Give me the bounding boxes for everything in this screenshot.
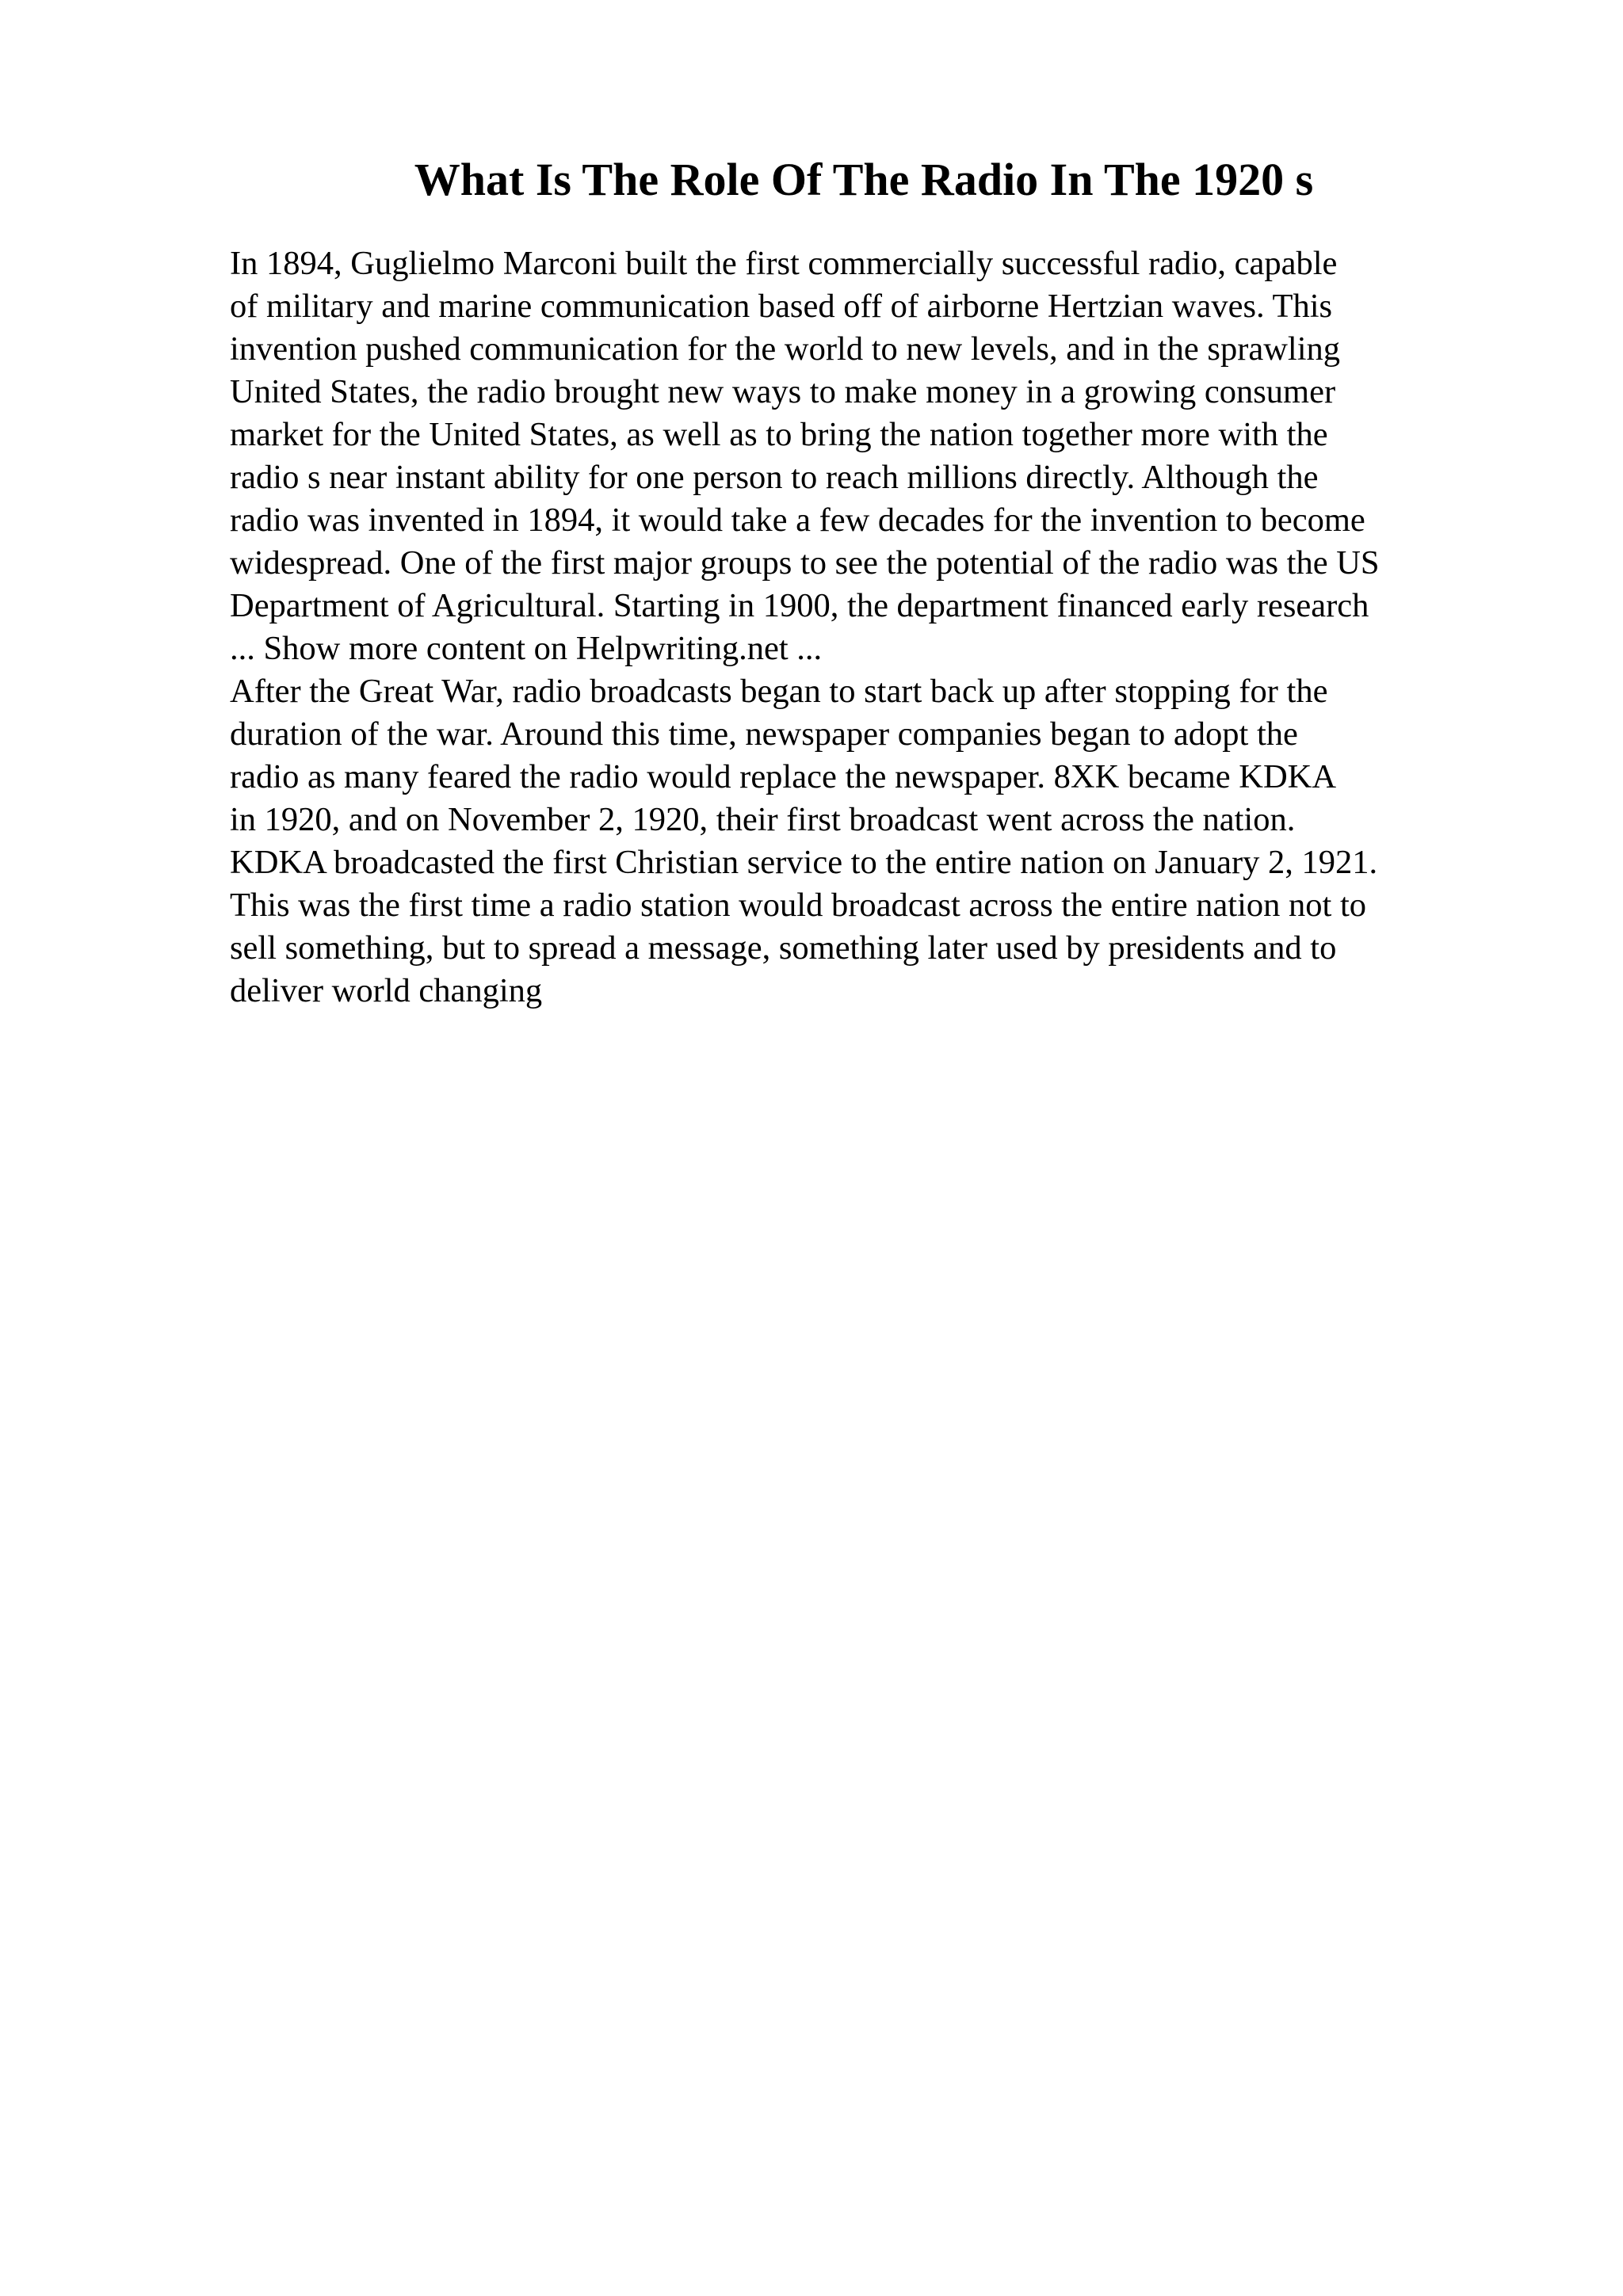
paragraph-1-line: invention pushed communication for the world to new levels, and in the sprawling (230, 330, 1341, 368)
paragraph-1-line: widespread. One of the first major groups to see the potential of the radio was the US (230, 544, 1380, 582)
paragraph-1-line: Department of Agricultural. Starting in 1900, the department financed early research (230, 587, 1369, 624)
paragraph-1-line: United States, the radio brought new ways to make money in a growing consumer (230, 373, 1336, 410)
paragraph-2-line: sell something, but to spread a message, something later used by presidents and to (230, 929, 1337, 967)
paragraph-1-line: In 1894, Guglielmo Marconi built the first commercially successful radio, capable (230, 245, 1338, 282)
document-title: What Is The Role Of The Radio In The 1920 s (414, 154, 1314, 205)
paragraph-2-line: radio as many feared the radio would replace the newspaper. 8XK became KDKA (230, 758, 1337, 795)
paragraph-2-line: KDKA broadcasted the first Christian service to the entire nation on January 2, 1921. (230, 844, 1378, 881)
document-body (230, 242, 1514, 1013)
paragraph-2-line: in 1920, and on November 2, 1920, their first broadcast went across the nation. (230, 801, 1296, 838)
paragraph-2-line: This was the first time a radio station would broadcast across the entire nation not to (230, 887, 1367, 924)
paragraph-2-line: duration of the war. Around this time, newspaper companies began to adopt the (230, 715, 1298, 753)
paragraph-1-line: radio s near instant ability for one person to reach millions directly. Although the (230, 459, 1319, 496)
paragraph-1-line: market for the United States, as well as to bring the nation together more with the (230, 416, 1328, 453)
paragraph-2-line: deliver world changing (230, 972, 543, 1009)
paragraph-1-line: of military and marine communication based off of airborne Hertzian waves. This (230, 288, 1333, 325)
paragraph-2-line: After the Great War, radio broadcasts began to start back up after stopping for the (230, 673, 1328, 710)
paragraph-1-line: radio was invented in 1894, it would take a few decades for the invention to become (230, 502, 1365, 539)
show-more-text: ... Show more content on Helpwriting.net ... (230, 630, 823, 667)
